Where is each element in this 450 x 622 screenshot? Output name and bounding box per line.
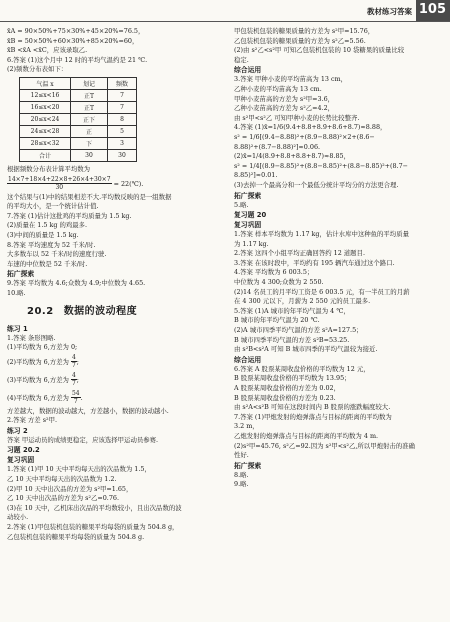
variance-text: (2)平均数为 6,方差为 [7,357,69,366]
fraction-numerator: 4 [71,372,76,380]
text-line: 8.答案 平均速度为 52 千米/时. [7,240,96,249]
text-line: 5.略. [234,200,249,209]
text-line: 9.略. [234,480,249,489]
subsection-heading: 拓广探索 [234,461,262,470]
subsection-heading: 练习 1 [7,324,28,333]
table-cell: 7 [108,101,137,113]
fraction [71,354,77,369]
table-cell: 30 [108,149,137,161]
text-line: x̄A = 90×50%+75×30%+45×20%=76.5， [7,27,145,35]
text-line: 8.88)²+(8.7−8.88)²]≈0.06. [234,142,321,151]
text-line: 答案 甲运动员的成绩更稳定，应该选择甲运动员参赛. [7,435,159,444]
table-cell: 20≤x<24 [20,113,71,125]
text-line: 稳定. [234,55,249,64]
fraction [71,390,81,405]
text-line: 大多数车以 52 千米/时的速度行驶. [7,250,107,259]
text-line: (2)A 城市四季平均气温的方差 s²A=127.5； [234,326,363,335]
text-line: 的平均大小，是一个统计估计值. [7,202,99,211]
text-line: (2)频数分布表如下： [7,65,68,74]
text-line: 10.略. [7,288,26,297]
table-cell: 12≤x<16 [20,89,71,101]
table-cell: 正T [71,101,108,113]
text-line: 9.答案 平均数为 4.6;众数为 4.9;中位数为 4.65. [7,279,146,288]
fraction-denominator: 30 [55,184,64,192]
frequency-table [19,77,137,162]
text-line: (3)在 10 天中，乙机床出次品的平均数较小，且出次品数的波 [7,503,182,512]
text-line: B 城市四季平均气温的方差 s²B=53.25. [234,335,350,344]
text-line: (3)中间的质量是 1.5 kg. [7,230,79,239]
variance-line: (3)平均数为 6,方差为 $\frac{4}{7}$ ; [7,372,79,388]
text-line: B 股票某周收盘价格的方差为 0.23. [234,393,336,402]
text-line: 车速的中位数是 52 千米/时. [7,259,88,268]
table-cell: 正 [71,125,108,137]
text-line: (2)s²甲=45.76, s²乙=92.因为 s²甲<s²乙,所以甲炮射击的准确 [234,441,415,450]
left-top-lines [7,27,215,75]
table-row [20,101,137,113]
practice-1 [7,324,215,426]
text-line: 为 1.17 kg. [234,239,269,248]
text-line: 1.答案 (1)甲 10 天中平均每天出的次品数为 1.5， [7,465,151,474]
text-line: 乙包装机包装的糖果质量的方差为 s²乙=5.56. [234,36,366,45]
text-line: (2)甲 10 天中出次品的方差为 s²甲=1.65， [7,484,133,493]
section-title [27,303,215,321]
text-line: 7.答案 (1)估计这批鸡的平均质量为 1.5 kg. [7,211,132,220]
text-line: x̄B = 50×50%+60×30%+85×20%=60， [7,36,139,45]
text-line: 2.答案 (1)甲包装机包装的糖果平均每袋的质量为 504.8 g， [7,523,179,532]
text-line: (2)14 名员工的月平均工资是 6 003.5 元，有一半员工的月薪 [234,287,410,296]
text-line: A 股票某周收盘价格的方差为 0.02， [234,384,340,392]
table-row [20,125,137,137]
text-line: 6.答案 A 股票某周收盘价格的平均数为 12 元， [234,364,370,373]
fraction [71,372,77,387]
left-rest-lines [7,426,215,542]
table-header-cell: 划记 [71,77,108,89]
table-header-cell: 气温 x [20,77,71,89]
right-column [234,27,442,617]
text-line: (1)平均数为 6,方差为 0; [7,343,78,352]
text-line: 5.答案 (1)A 城市的年平均气温为 4 ℃， [234,306,350,315]
text-line: 由 s²甲<s²乙 可知甲种小麦的长势比较整齐. [234,113,360,122]
text-line: s² = 1/4[(8.9−8.85)²+(8.8−8.85)²+(8.8−8.85)²+(8.7− [234,161,408,170]
mean-formula [7,175,215,193]
text-line: (2)质量在 1.5 kg 的鸡最多. [7,221,88,230]
text-line: 乙 10 天中出次品的方差为 s²乙=0.76. [7,494,119,503]
subsection-heading: 拓广探索 [234,191,262,200]
text-line: 2.答案 方差 s²甲. [7,416,57,425]
page-header [0,0,450,24]
subsection-heading: 综合运用 [234,355,262,364]
fraction-denominator: 7 [73,398,78,406]
text-line: 动较小. [7,513,29,522]
variance-line: (4)平均数为 6,方差为 $\frac{54}{7}$ . [7,390,83,406]
section-name: 数据的波动程度 [63,305,138,317]
subsection-heading: 复习巩固 [234,221,262,230]
fraction-numerator: 14×7+18×4+22×8+26×4+30×7 [8,176,111,184]
text-line: 6.答案 (1)这个月中 12 时的平均气温约是 21 ℃. [7,55,148,64]
fraction-numerator: 4 [71,354,76,362]
text-line: 1.答案 样本平均数为 1.17 kg，估计水库中这种鱼的平均质量 [234,230,409,239]
table-cell: 5 [108,125,137,137]
table-cell: 8 [108,113,137,125]
text-line: B 城市的年平均气温为 20 ℃. [234,316,320,325]
text-line: 4.答案 (1)x̄=1/6(9.4+8.8+8.9+8.6+8.7)≈8.88， [234,123,387,132]
text-line: (2)由 s²乙<s²甲 可知乙包装机包装的 10 袋糖果的质量比较 [234,46,405,55]
subsection-heading: 拓广探索 [7,270,35,279]
text-line: 7.答案 (1)甲炮发射的炮弹落点与目标的距离的平均数为 [234,412,392,421]
text-line: 在 4 300 元以下，月薪为 2 550 元的员工最多. [234,297,371,306]
text-line: x̄B <x̄A <x̄C，应该录取乙. [7,46,88,55]
text-line: 4.答案 平均数为 6 003.5； [234,268,314,277]
table-cell: 合计 [20,149,71,161]
text-line: 乙种小麦的平均苗高为 13 cm. [234,84,322,93]
variance-line: (2)平均数为 6,方差为 $\frac{4}{7}$ ; [7,354,79,370]
table-cell: 30 [71,149,108,161]
text-line: 1.答案 条形图略. [7,333,56,342]
text-line: 甲包装机包装的糖果质量的方差为 s²甲=15.76， [234,27,375,35]
text-line: 这个结果与(1)中的结果相差不大.平均数反映的是一组数据 [7,192,172,201]
table-row [20,113,137,125]
subsection-heading: 综合运用 [234,66,262,75]
text-line: 性好. [234,451,249,460]
header-title: 教材练习答案 [367,7,412,16]
header-rule [0,21,450,22]
table-cell: 28≤x<32 [20,137,71,149]
text-line: 2.答案 这四个小组平均正确回答约 12 道题目. [234,249,365,258]
subsection-heading: 复习巩固 [7,456,35,465]
table-row [20,149,137,161]
fraction-numerator: 54 [71,390,80,398]
table-cell: 正T [71,89,108,101]
variance-text: (3)平均数为 6,方差为 [7,375,69,384]
fraction-denominator: 7 [71,380,76,388]
text-line: 甲种小麦苗高的方差为 s²甲=3.6， [234,94,335,103]
text-line: 由 s²A<s²B 可知在这段时间内 B 股票的涨跌幅度较大. [234,403,391,412]
text-line: 中位数为 4 300;众数为 2 550. [234,278,324,287]
text-line: (2)x̄=1/4(8.9+8.8+8.8+8.7)≈8.85， [234,152,350,161]
table-cell: 正下 [71,113,108,125]
table-cell: 下 [71,137,108,149]
text-line: 3.答案 甲种小麦的平均苗高为 13 cm， [234,75,348,84]
table-header-cell: 频数 [108,77,137,89]
subsection-heading: 习题 20.2 [7,446,40,455]
page-number: 105 [418,2,446,17]
table-row [20,89,137,101]
subsection-heading: 练习 2 [7,426,28,435]
left-mid-lines [7,165,215,299]
text-line: 方差越大，数据的波动越大，方差越小，数据的波动越小. [7,406,169,415]
text-line: 乙种小麦苗高的方差为 s²乙=4.2， [234,104,335,113]
text-line: 3.答案 在该时段中，平均约有 195 辆汽车通过这个路口. [234,258,395,267]
subsection-heading: 复习题 20 [234,211,267,220]
text-line: 3.2 m， [234,422,259,431]
variance-text: (4)平均数为 6,方差为 [7,393,69,402]
table-cell: 3 [108,137,137,149]
table-cell: 24≤x<28 [20,125,71,137]
formula-result: = 22(℃). [113,179,144,188]
table-row [20,137,137,149]
text-line: (3)去掉一个最高分和一个最低分统计平均分的方法更合理. [234,180,399,189]
table-cell: 16≤x<20 [20,101,71,113]
left-column [7,27,215,617]
table-cell: 7 [108,89,137,101]
table-header-row [20,77,137,89]
text-line: 乙 10 天中平均每天出的次品数为 1.2. [7,475,117,484]
section-number: 20.2 [27,305,54,317]
text-line: 乙炮发射的炮弹落点与目标的距离的平均数为 4 m. [234,431,379,440]
fraction [7,176,112,191]
text-line: B 股票某周收盘价格的平均数为 13.95； [234,374,351,383]
text-line: 8.略. [234,470,249,479]
text-line: 根据频数分布表计算平均数为 [7,164,91,173]
text-line: s² = 1/6[(9.4−8.88)²+(8.9−8.88)²×2+(8.6− [234,132,375,141]
text-line: 8.85)²]≈0.01. [234,171,278,180]
text-line: 由 s²B<s²A 可知 B 城市四季的平均气温较为接近. [234,345,378,354]
fraction-denominator: 7 [71,362,76,370]
text-line: 乙包装机包装的糖果平均每袋的质量为 504.8 g. [7,532,145,541]
